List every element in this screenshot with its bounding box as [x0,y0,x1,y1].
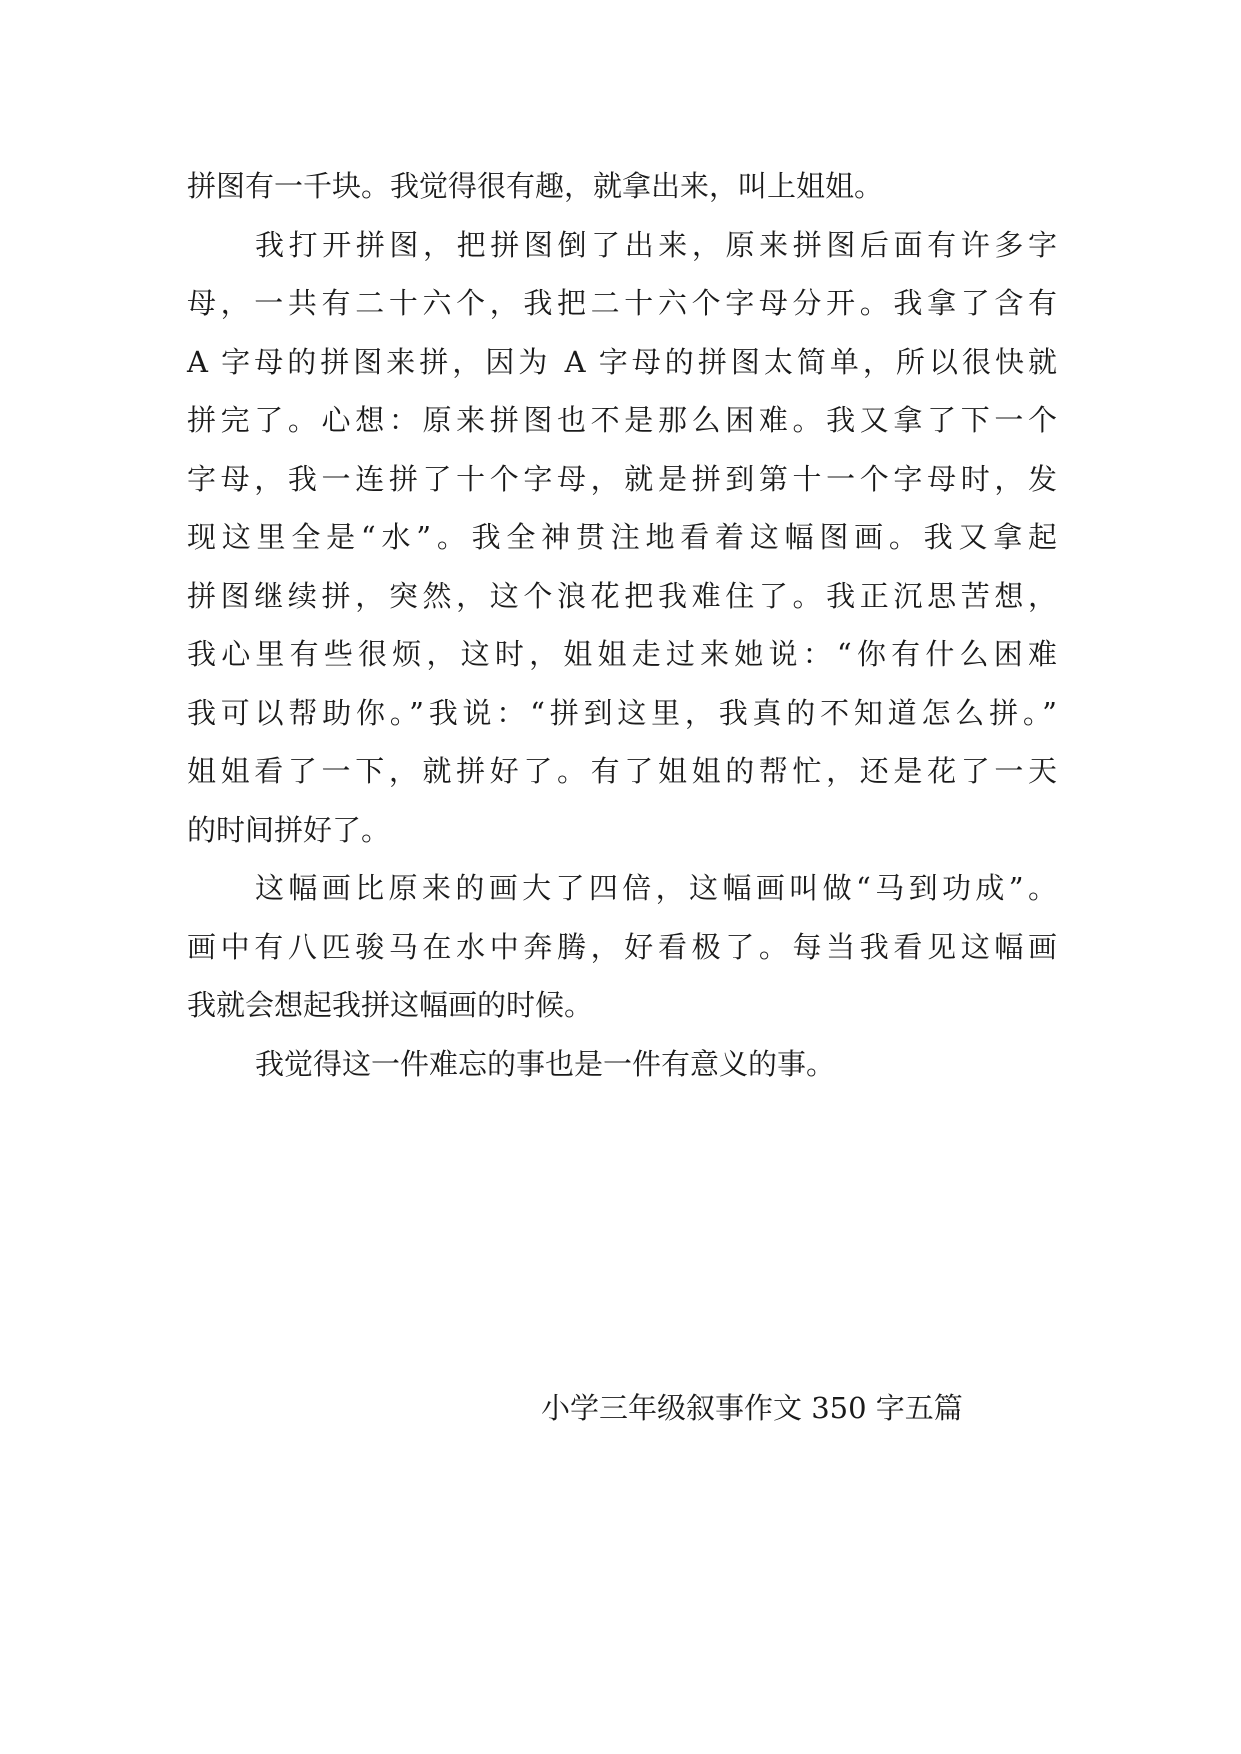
paragraph-line: 母，一共有二十六个，我把二十六个字母分开。我拿了含有 [187,286,1057,320]
essay-body [187,157,1057,1093]
paragraph-line: 我就会想起我拼这幅画的时候。 [187,988,594,1022]
paragraph-line: 拼图有一千块。我觉得很有趣，就拿出来，叫上姐姐。 [187,169,884,203]
paragraph-line: 现这里全是“水”。我全神贯注地看着这幅图画。我又拿起 [187,520,1057,554]
paragraph-line: 拼完了。心想：原来拼图也不是那么困难。我又拿了下一个 [187,403,1057,437]
paragraph-line: A 字母的拼图来拼，因为 A 字母的拼图太简单，所以很快就 [187,344,1057,379]
paragraph-line: 我可以帮助你。”我说：“拼到这里，我真的不知道怎么拼。” [187,695,1057,730]
paragraph-line: 画中有八匹骏马在水中奔腾，好看极了。每当我看见这幅画 [187,929,1057,964]
paragraph-line: 我心里有些很烦，这时，姐姐走过来她说：“你有什么困难 [187,637,1057,671]
paragraph-line: 我觉得这一件难忘的事也是一件有意义的事。 [255,1046,836,1081]
footer-title: 小学三年级叙事作文 350 字五篇 [541,1391,963,1425]
paragraph-line: 拼图继续拼，突然，这个浪花把我难住了。我正沉思苦想， [187,578,1057,613]
paragraph-line: 这幅画比原来的画大了四倍，这幅画叫做“马到功成”。 [255,871,1057,905]
paragraph-line: 字母，我一连拼了十个字母，就是拼到第十一个字母时，发 [187,461,1057,496]
paragraph-line: 姐姐看了一下，就拼好了。有了姐姐的帮忙，还是花了一天 [187,754,1057,788]
paragraph-line: 的时间拼好了。 [187,812,391,847]
paragraph-line: 我打开拼图，把拼图倒了出来，原来拼图后面有许多字 [255,227,1057,262]
